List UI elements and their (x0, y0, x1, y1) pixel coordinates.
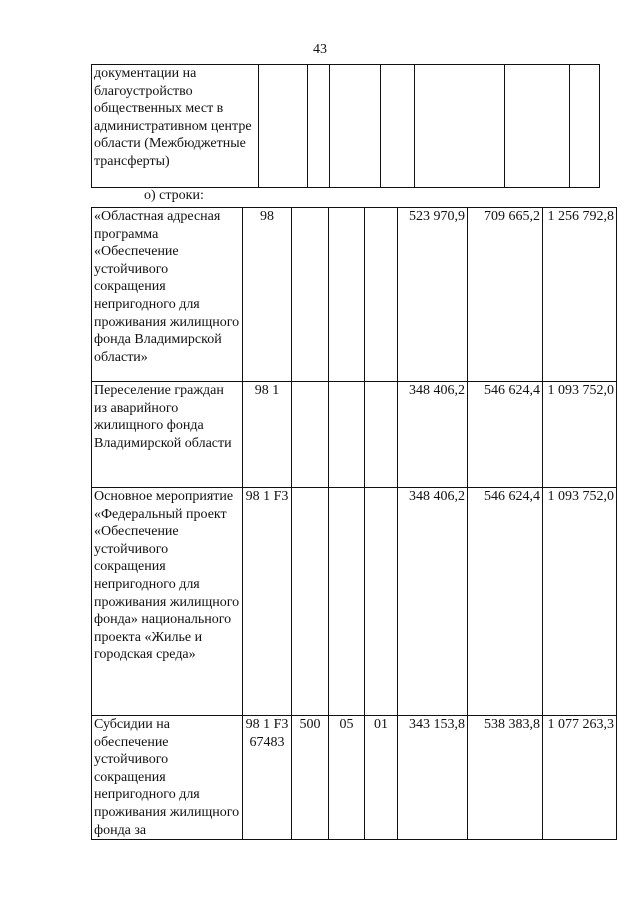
row-name-cell: Основное мероприятие «Федеральный проект «Обеспечение устойчивого сокращения непригодного для проживания жилищного фонда» национального проекта «Жилье и городская среда» (92, 488, 243, 716)
value-cell-3: 1 093 752,0 (543, 382, 617, 488)
value-cell-3: 1 093 752,0 (543, 488, 617, 716)
rz-cell (329, 208, 365, 382)
empty-cell (415, 65, 505, 188)
vr-cell (292, 488, 329, 716)
empty-cell (570, 65, 600, 188)
table-row (92, 716, 617, 840)
pr-cell (365, 382, 398, 488)
value-cell-1: 523 970,9 (398, 208, 468, 382)
table-row (92, 65, 600, 188)
value-cell-3: 1 256 792,8 (543, 208, 617, 382)
table-row (92, 208, 617, 382)
empty-cell (505, 65, 570, 188)
pr-cell: 01 (365, 716, 398, 840)
value-cell-3: 1 077 263,3 (543, 716, 617, 840)
vr-cell (292, 382, 329, 488)
budget-table (91, 207, 617, 840)
row-name-cell: документации на благоустройство общественных мест в административном центре области (Межбюджетные трансферты) (92, 65, 259, 188)
vr-cell (292, 208, 329, 382)
csr-cell: 98 1 F3 (243, 488, 292, 716)
value-cell-1: 343 153,8 (398, 716, 468, 840)
csr-cell: 98 (243, 208, 292, 382)
pr-cell (365, 488, 398, 716)
page-number: 43 (313, 42, 327, 57)
row-name-cell: Переселение граждан из аварийного жилищного фонда Владимирской области (92, 382, 243, 488)
empty-cell (259, 65, 308, 188)
value-cell-2: 546 624,4 (468, 382, 543, 488)
table-row (92, 382, 617, 488)
empty-cell (330, 65, 381, 188)
value-cell-1: 348 406,2 (398, 488, 468, 716)
rz-cell (329, 382, 365, 488)
rz-cell (329, 488, 365, 716)
csr-cell: 98 1 F3 67483 (243, 716, 292, 840)
rz-cell: 05 (329, 716, 365, 840)
value-cell-2: 538 383,8 (468, 716, 543, 840)
empty-cell (308, 65, 330, 188)
csr-cell: 98 1 (243, 382, 292, 488)
empty-cell (381, 65, 415, 188)
pr-cell (365, 208, 398, 382)
value-cell-2: 709 665,2 (468, 208, 543, 382)
value-cell-2: 546 624,4 (468, 488, 543, 716)
value-cell-1: 348 406,2 (398, 382, 468, 488)
table-row (92, 488, 617, 716)
row-name-cell: «Областная адресная программа «Обеспечение устойчивого сокращения непригодного для проживания жилищного фонда Владимирской области» (92, 208, 243, 382)
vr-cell: 500 (292, 716, 329, 840)
table-continuation (91, 64, 600, 188)
section-label: о) строки: (144, 188, 204, 203)
row-name-cell: Субсидии на обеспечение устойчивого сокращения непригодного для проживания жилищного фонда за (92, 716, 243, 840)
